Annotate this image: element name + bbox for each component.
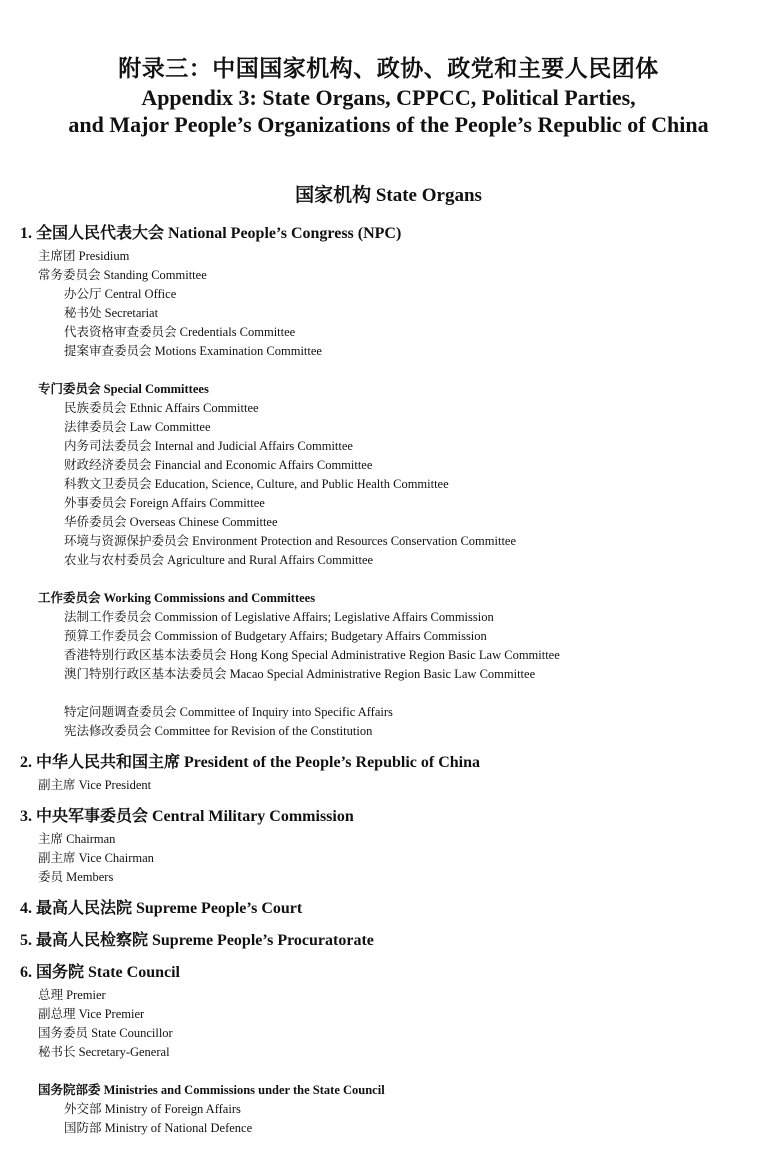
list-item: 科教文卫委员会 Education, Science, Culture, and Public Health Committee — [64, 477, 449, 491]
section-heading-state-council: 6. 国务院 State Council — [20, 964, 181, 981]
list-item: 秘书长 Secretary-General — [38, 1045, 170, 1059]
section-heading-court: 4. 最高人民法院 Supreme People’s Court — [20, 900, 303, 917]
list-item: 副主席 Vice Chairman — [38, 851, 154, 865]
list-item: 委员 Members — [38, 870, 114, 884]
list-item: 副主席 Vice President — [38, 778, 152, 792]
list-item: 代表资格审查委员会 Credentials Committee — [64, 325, 296, 339]
list-item: 香港特别行政区基本法委员会 Hong Kong Special Administrative Region Basic Law Committee — [64, 648, 560, 662]
section-heading-npc: 1. 全国人民代表大会 National People’s Congress (NPC) — [20, 225, 402, 242]
subheading-working-committees: 工作委员会 Working Commissions and Committees — [38, 591, 316, 605]
title-chinese: 附录三：中国国家机构、政协、政党和主要人民团体 — [118, 56, 659, 81]
section-title: 国家机构 State Organs — [295, 185, 482, 206]
list-item: 环境与资源保护委员会 Environment Protection and Resources Conservation Committee — [64, 534, 517, 548]
list-item: 办公厅 Central Office — [64, 287, 177, 301]
list-item: 预算工作委员会 Commission of Budgetary Affairs; Budgetary Affairs Commission — [64, 629, 487, 643]
list-item: 澳门特别行政区基本法委员会 Macao Special Administrative Region Basic Law Committee — [64, 667, 536, 681]
content — [20, 224, 760, 1138]
list-item: 秘书处 Secretariat — [64, 306, 159, 320]
list-item: 特定问题调查委员会 Committee of Inquiry into Specific Affairs — [64, 705, 393, 719]
list-item: 国务委员 State Councillor — [38, 1026, 173, 1040]
list-item: 农业与农村委员会 Agriculture and Rural Affairs Committee — [64, 553, 374, 567]
title-english-line-1: Appendix 3: State Organs, CPPCC, Political Parties, — [141, 85, 636, 110]
list-item: 外事委员会 Foreign Affairs Committee — [64, 496, 265, 510]
subheading-special-committees: 专门委员会 Special Committees — [38, 382, 209, 396]
list-item: 主席团 Presidium — [38, 249, 130, 263]
list-item: 外交部 Ministry of Foreign Affairs — [64, 1102, 241, 1116]
list-item: 副总理 Vice Premier — [38, 1007, 145, 1021]
section-heading-cmc: 3. 中央军事委员会 Central Military Commission — [20, 808, 354, 825]
list-item: 民族委员会 Ethnic Affairs Committee — [64, 401, 259, 415]
list-item: 总理 Premier — [38, 988, 106, 1002]
list-item: 法律委员会 Law Committee — [64, 420, 211, 434]
list-item: 主席 Chairman — [38, 832, 116, 846]
list-item: 财政经济委员会 Financial and Economic Affairs Committee — [64, 458, 373, 472]
section-heading-president: 2. 中华人民共和国主席 President of the People’s Republic of China — [20, 754, 480, 771]
section-heading-procuratorate: 5. 最高人民检察院 Supreme People’s Procuratorate — [20, 932, 374, 949]
list-item: 常务委员会 Standing Committee — [38, 268, 207, 282]
list-item: 内务司法委员会 Internal and Judicial Affairs Committee — [64, 439, 353, 453]
list-item: 提案审查委员会 Motions Examination Committee — [64, 344, 322, 358]
list-item: 宪法修改委员会 Committee for Revision of the Constitution — [64, 724, 373, 738]
list-item: 华侨委员会 Overseas Chinese Committee — [64, 515, 278, 529]
list-item: 法制工作委员会 Commission of Legislative Affairs; Legislative Affairs Commission — [64, 610, 494, 624]
list-item: 国防部 Ministry of National Defence — [64, 1121, 253, 1135]
title-english-line-2: and Major People’s Organizations of the People’s Republic of China — [68, 112, 709, 137]
subheading-ministries: 国务院部委 Ministries and Commissions under the State Council — [38, 1083, 385, 1097]
